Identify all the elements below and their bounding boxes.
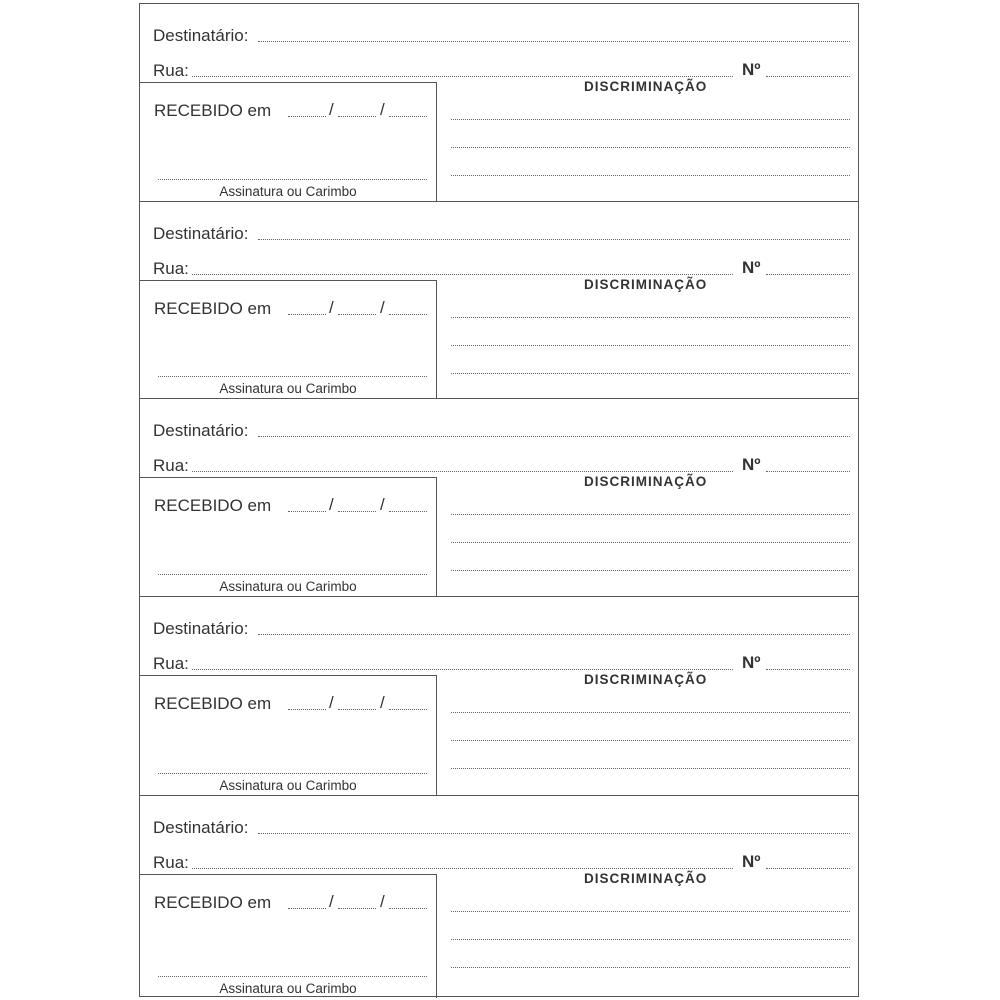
received-year-field[interactable] — [389, 709, 427, 710]
signature-line[interactable] — [158, 773, 427, 774]
received-day-field[interactable] — [288, 908, 326, 909]
signature-label: Assinatura ou Carimbo — [219, 777, 357, 793]
received-year-field[interactable] — [389, 314, 427, 315]
received-box — [140, 280, 437, 398]
street-field[interactable] — [192, 669, 733, 670]
number-field[interactable] — [766, 274, 850, 275]
receipt-block — [140, 4, 858, 201]
description-line[interactable] — [451, 768, 850, 769]
recipient-field[interactable] — [258, 833, 850, 834]
date-separator: / — [329, 495, 334, 514]
signature-label: Assinatura ou Carimbo — [219, 183, 357, 199]
received-box — [140, 874, 437, 998]
description-line[interactable] — [451, 570, 850, 571]
date-separator: / — [380, 892, 385, 911]
description-line[interactable] — [451, 175, 850, 176]
signature-line[interactable] — [158, 574, 427, 575]
recipient-label: Destinatário: — [153, 224, 249, 243]
receipt-sheet — [139, 3, 859, 997]
receipt-block — [140, 795, 858, 998]
number-label: Nº — [742, 653, 761, 672]
description-title: DISCRIMINAÇÃO — [584, 79, 708, 94]
description-line[interactable] — [451, 147, 850, 148]
received-on-label: RECEBIDO em — [154, 694, 272, 713]
description-line[interactable] — [451, 373, 850, 374]
number-label: Nº — [742, 852, 761, 871]
description-line[interactable] — [451, 119, 850, 120]
received-year-field[interactable] — [389, 511, 427, 512]
received-day-field[interactable] — [288, 116, 326, 117]
received-year-field[interactable] — [389, 116, 427, 117]
received-on-label: RECEBIDO em — [154, 101, 272, 120]
description-title: DISCRIMINAÇÃO — [584, 474, 708, 489]
street-label: Rua: — [153, 456, 189, 475]
number-label: Nº — [742, 258, 761, 277]
street-label: Rua: — [153, 61, 189, 80]
number-label: Nº — [742, 60, 761, 79]
number-field[interactable] — [766, 471, 850, 472]
description-title: DISCRIMINAÇÃO — [584, 871, 708, 886]
receipt-block — [140, 596, 858, 795]
date-separator: / — [380, 693, 385, 712]
received-day-field[interactable] — [288, 314, 326, 315]
description-title: DISCRIMINAÇÃO — [584, 277, 708, 292]
recipient-field[interactable] — [258, 634, 850, 635]
recipient-label: Destinatário: — [153, 818, 249, 837]
received-year-field[interactable] — [389, 908, 427, 909]
receipt-block — [140, 398, 858, 596]
receipt-block — [140, 201, 858, 398]
signature-line[interactable] — [158, 376, 427, 377]
number-field[interactable] — [766, 76, 850, 77]
description-line[interactable] — [451, 740, 850, 741]
received-on-label: RECEBIDO em — [154, 496, 272, 515]
signature-label: Assinatura ou Carimbo — [219, 380, 357, 396]
received-month-field[interactable] — [338, 709, 376, 710]
number-label: Nº — [742, 455, 761, 474]
received-month-field[interactable] — [338, 314, 376, 315]
date-separator: / — [380, 100, 385, 119]
description-line[interactable] — [451, 911, 850, 912]
description-line[interactable] — [451, 542, 850, 543]
description-line[interactable] — [451, 514, 850, 515]
date-separator: / — [329, 892, 334, 911]
street-field[interactable] — [192, 471, 733, 472]
description-line[interactable] — [451, 939, 850, 940]
date-separator: / — [380, 495, 385, 514]
description-line[interactable] — [451, 712, 850, 713]
number-field[interactable] — [766, 868, 850, 869]
recipient-field[interactable] — [258, 436, 850, 437]
recipient-field[interactable] — [258, 239, 850, 240]
received-month-field[interactable] — [338, 908, 376, 909]
recipient-label: Destinatário: — [153, 619, 249, 638]
description-title: DISCRIMINAÇÃO — [584, 672, 708, 687]
number-field[interactable] — [766, 669, 850, 670]
description-line[interactable] — [451, 317, 850, 318]
street-label: Rua: — [153, 654, 189, 673]
description-line[interactable] — [451, 345, 850, 346]
received-box — [140, 477, 437, 596]
received-box — [140, 82, 437, 201]
date-separator: / — [329, 693, 334, 712]
description-line[interactable] — [451, 967, 850, 968]
street-label: Rua: — [153, 853, 189, 872]
received-month-field[interactable] — [338, 511, 376, 512]
received-on-label: RECEBIDO em — [154, 299, 272, 318]
signature-line[interactable] — [158, 179, 427, 180]
street-field[interactable] — [192, 868, 733, 869]
street-label: Rua: — [153, 259, 189, 278]
date-separator: / — [380, 298, 385, 317]
received-box — [140, 675, 437, 795]
received-day-field[interactable] — [288, 709, 326, 710]
date-separator: / — [329, 298, 334, 317]
received-day-field[interactable] — [288, 511, 326, 512]
signature-line[interactable] — [158, 976, 427, 977]
street-field[interactable] — [192, 274, 733, 275]
street-field[interactable] — [192, 76, 733, 77]
signature-label: Assinatura ou Carimbo — [219, 980, 357, 996]
date-separator: / — [329, 100, 334, 119]
received-on-label: RECEBIDO em — [154, 893, 272, 912]
recipient-label: Destinatário: — [153, 421, 249, 440]
received-month-field[interactable] — [338, 116, 376, 117]
recipient-label: Destinatário: — [153, 26, 249, 45]
signature-label: Assinatura ou Carimbo — [219, 578, 357, 594]
recipient-field[interactable] — [258, 41, 850, 42]
